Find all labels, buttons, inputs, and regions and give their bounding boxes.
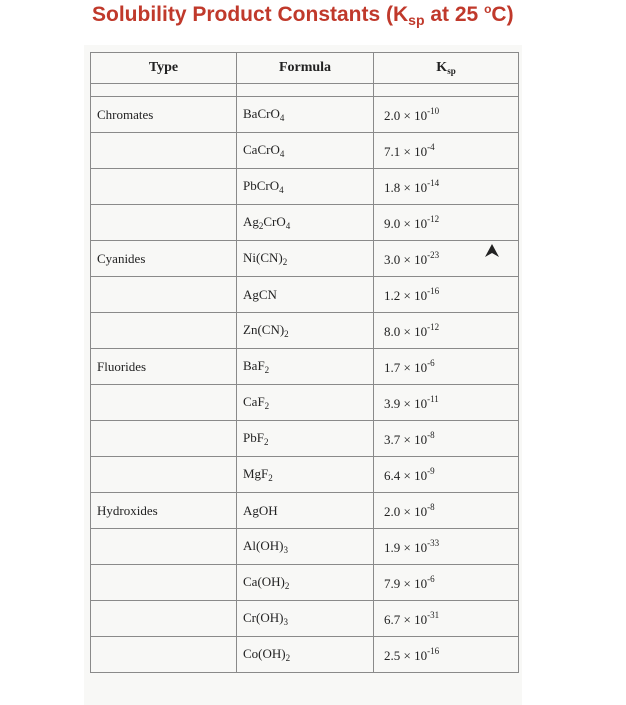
cell-formula: $Al(OH)_3$ [237,529,374,565]
cell-ksp: $6.7 \times 10^{-31}$ [374,601,519,637]
table-row [91,97,519,133]
cell-formula: $Ca(OH)_2$ [237,565,374,601]
cell-formula: CaCrO$_4$ [237,133,374,169]
cell-ksp: $6.4 \times 10^{-9}$ [374,457,519,493]
cell-formula: $Ag_2CrO_4$ [237,205,374,241]
cell-ksp: $1.8 \times 10^{-14}$ [374,169,519,205]
table-row [91,349,519,385]
cell-type [91,565,237,601]
header-type: Type [91,53,237,84]
header-ksp: $K_{sp}$ [374,53,519,84]
table-row [91,385,519,421]
cell-formula: $Zn(CN)_2$ [237,313,374,349]
cell-type [91,385,237,421]
cell-type [91,313,237,349]
cell-type [91,133,237,169]
cell-type: Fluorides [91,349,237,385]
cell-ksp: $7.1 \times 10^{-4}$ [374,133,519,169]
cell-ksp: $3.7 \times 10^{-8}$ [374,421,519,457]
cell-type [91,277,237,313]
cell-type [91,601,237,637]
cell-type [91,421,237,457]
table-row [91,529,519,565]
cell-type [91,637,237,673]
cell-ksp: $1.9 \times 10^{-33}$ [374,529,519,565]
cell-ksp: $3.0 \times 10^{-23}$ [374,241,519,277]
table-row [91,493,519,529]
cell-formula: AgOH [237,493,374,529]
cell-ksp: $1.7 \times 10^{-6}$ [374,349,519,385]
table-row [91,457,519,493]
table-header-row [91,53,519,84]
cell-ksp: $2.0 \times 10^{-10}$ [374,97,519,133]
cell-formula: PbF$_2$ [237,421,374,457]
cell-type [91,457,237,493]
table-row [91,565,519,601]
cell-formula: $Co(OH)_2$ [237,637,374,673]
table-row [91,421,519,457]
cell-formula: AgCN [237,277,374,313]
page-title: Solubility Product Constants ($K_{sp}$ at 25 $^o$C) [92,2,514,28]
cell-ksp: $9.0 \times 10^{-12}$ [374,205,519,241]
header-spacer-row [91,84,519,97]
cell-formula: BaF$_2$ [237,349,374,385]
ksp-table [90,52,519,673]
table-row [91,601,519,637]
header-formula: Formula [237,53,374,84]
cell-type [91,169,237,205]
cell-ksp: $3.9 \times 10^{-11}$ [374,385,519,421]
cell-ksp: $7.9 \times 10^{-6}$ [374,565,519,601]
cell-formula: $Cr(OH)_3$ [237,601,374,637]
cell-formula: MgF$_2$ [237,457,374,493]
cell-type: Cyanides [91,241,237,277]
table-row [91,169,519,205]
table-row [91,133,519,169]
table-row [91,277,519,313]
cell-type [91,529,237,565]
table-row [91,205,519,241]
table-row [91,637,519,673]
cell-formula: PbCrO$_4$ [237,169,374,205]
cursor-arrow-icon [485,244,499,260]
table-row [91,313,519,349]
cell-type: Hydroxides [91,493,237,529]
cell-type: Chromates [91,97,237,133]
cell-formula: BaCrO$_4$ [237,97,374,133]
cell-formula: CaF$_2$ [237,385,374,421]
cell-ksp: $2.0 \times 10^{-8}$ [374,493,519,529]
cell-ksp: $2.5 \times 10^{-16}$ [374,637,519,673]
table-row [91,241,519,277]
cell-type [91,205,237,241]
cell-ksp: $8.0 \times 10^{-12}$ [374,313,519,349]
cell-formula: $Ni(CN)_2$ [237,241,374,277]
cell-ksp: $1.2 \times 10^{-16}$ [374,277,519,313]
